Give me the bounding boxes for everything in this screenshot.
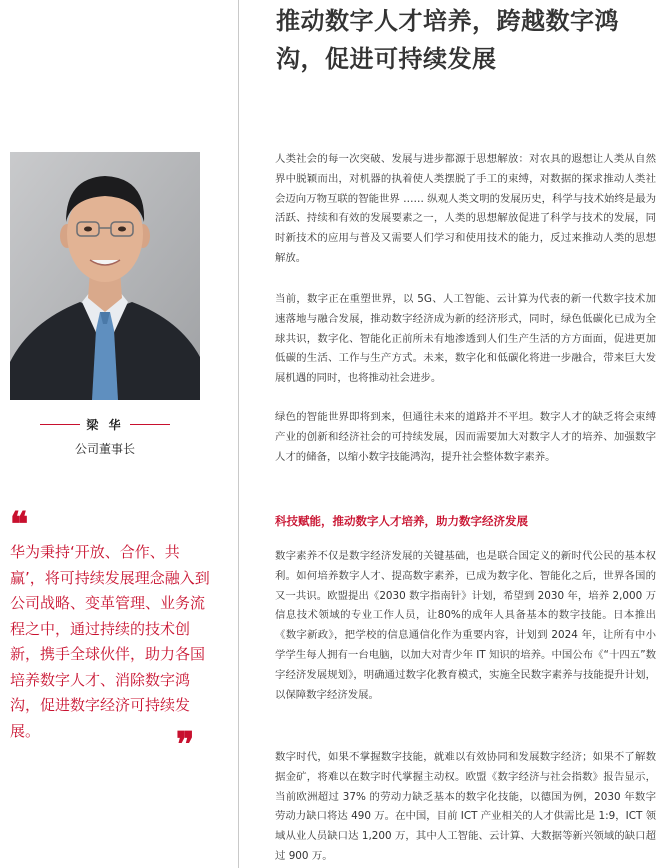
body-paragraph-5: 数字时代，如果不掌握数字技能，就难以有效协同和发展数字经济；如果不了解数据金矿，将难以在数字时代掌握主动权。欧盟《数字经济与社会指数》报告显示，当前欧洲超过 37% 的劳动力缺乏基本的数字化技能，以德国为例，2030 年数字劳动力缺口将达 490 万。在中国，目前 ICT 产业相关的人才供需比是 1:9，ICT 领域从业人员缺口达 1,200 万，其中人工智能、云计算、大数据等新兴领域的缺口超过 900 万。 [275, 751, 656, 862]
section-heading: 科技赋能，推动数字人才培养，助力数字经济发展 [275, 514, 528, 528]
author-name: 梁 华 [86, 418, 124, 432]
name-right-rule [130, 424, 170, 425]
body-paragraph-2: 当前，数字正在重塑世界，以 5G、人工智能、云计算为代表的新一代数字技术加速落地与融合发展，推动数字经济成为新的经济形式，同时，绿色低碳化已成为全球共识，数字化、智能化正前所未有地渗透到人们生产生活的方方面面，促进更加低碳的生活、工作与生产方式。未来，数字化和低碳化将进一步融合，带来巨大发展机遇的同时，也将推动社会进步。 [275, 293, 656, 385]
column-divider [238, 0, 239, 868]
author-name-row [0, 416, 210, 433]
portrait-illustration [10, 152, 200, 400]
body-paragraph-4: 数字素养不仅是数字经济发展的关键基础，也是联合国定义的新时代公民的基本权利。如何培养数字人才、提高数字素养，已成为数字化、智能化之后，世界各国的又一共识。欧盟提出《2030 数字指南针》计划，希望到 2030 年，培养 2,000 万信息技术领域的专业工作人员，让80%的成年人具备基本的数字技能。日本推出《数字新政》，把学校的信息通信化作为重要内容，计划到 2024 年，让所有中小学学生每人拥有一台电脑，以加大对青少年 IT 知识的培养。中国公布《“十四五”数字经济发展规划》，明确通过数字化教育模式，实施全民数字素养与技能提升计划，以保障数字经济发展。 [275, 550, 656, 701]
article-headline: 推动数字人才培养，跨越数字鸿沟，促进可持续发展 [276, 7, 619, 73]
left-column [0, 0, 238, 868]
body-paragraph-1: 人类社会的每一次突破、发展与进步都源于思想解放：对农具的遐想让人类从自然界中脱颖而出，对机器的执着使人类摆脱了手工的束缚，对数据的探求推动人类社会迈向万物互联的智能世界 …… 纵观人类文明的发展历史，科学与技术始终是最为活跃、持续和有效的发展要素之一，人类的思想解放促进了科学与技术的发展，同时新技术的应用与普及又需要人们学习和使用技术的能力，反过来推动人类的思想解放。 [275, 153, 656, 264]
open-quote-mark: ❝ [10, 505, 29, 545]
author-portrait [10, 152, 200, 400]
name-left-rule [40, 424, 80, 425]
pull-quote: 华为秉持‘开放、合作、共赢’，将可持续发展理念融入到公司战略、变革管理、业务流程之中，通过持续的技术创新，携手全球伙伴，助力各国培养数字人才、消除数字鸿沟，促进数字经济可持续发展。 [10, 543, 210, 740]
body-paragraph-3: 绿色的智能世界即将到来，但通往未来的道路并不平坦。数字人才的缺乏将会束缚产业的创新和经济社会的可持续发展，因而需要加大对数字人才的培养、加强数字人才的储备，以缩小数字技能鸿沟，提升社会整体数字素养。 [275, 411, 656, 463]
author-title: 公司董事长 [74, 442, 135, 456]
close-quote-mark: ❞ [176, 725, 195, 765]
